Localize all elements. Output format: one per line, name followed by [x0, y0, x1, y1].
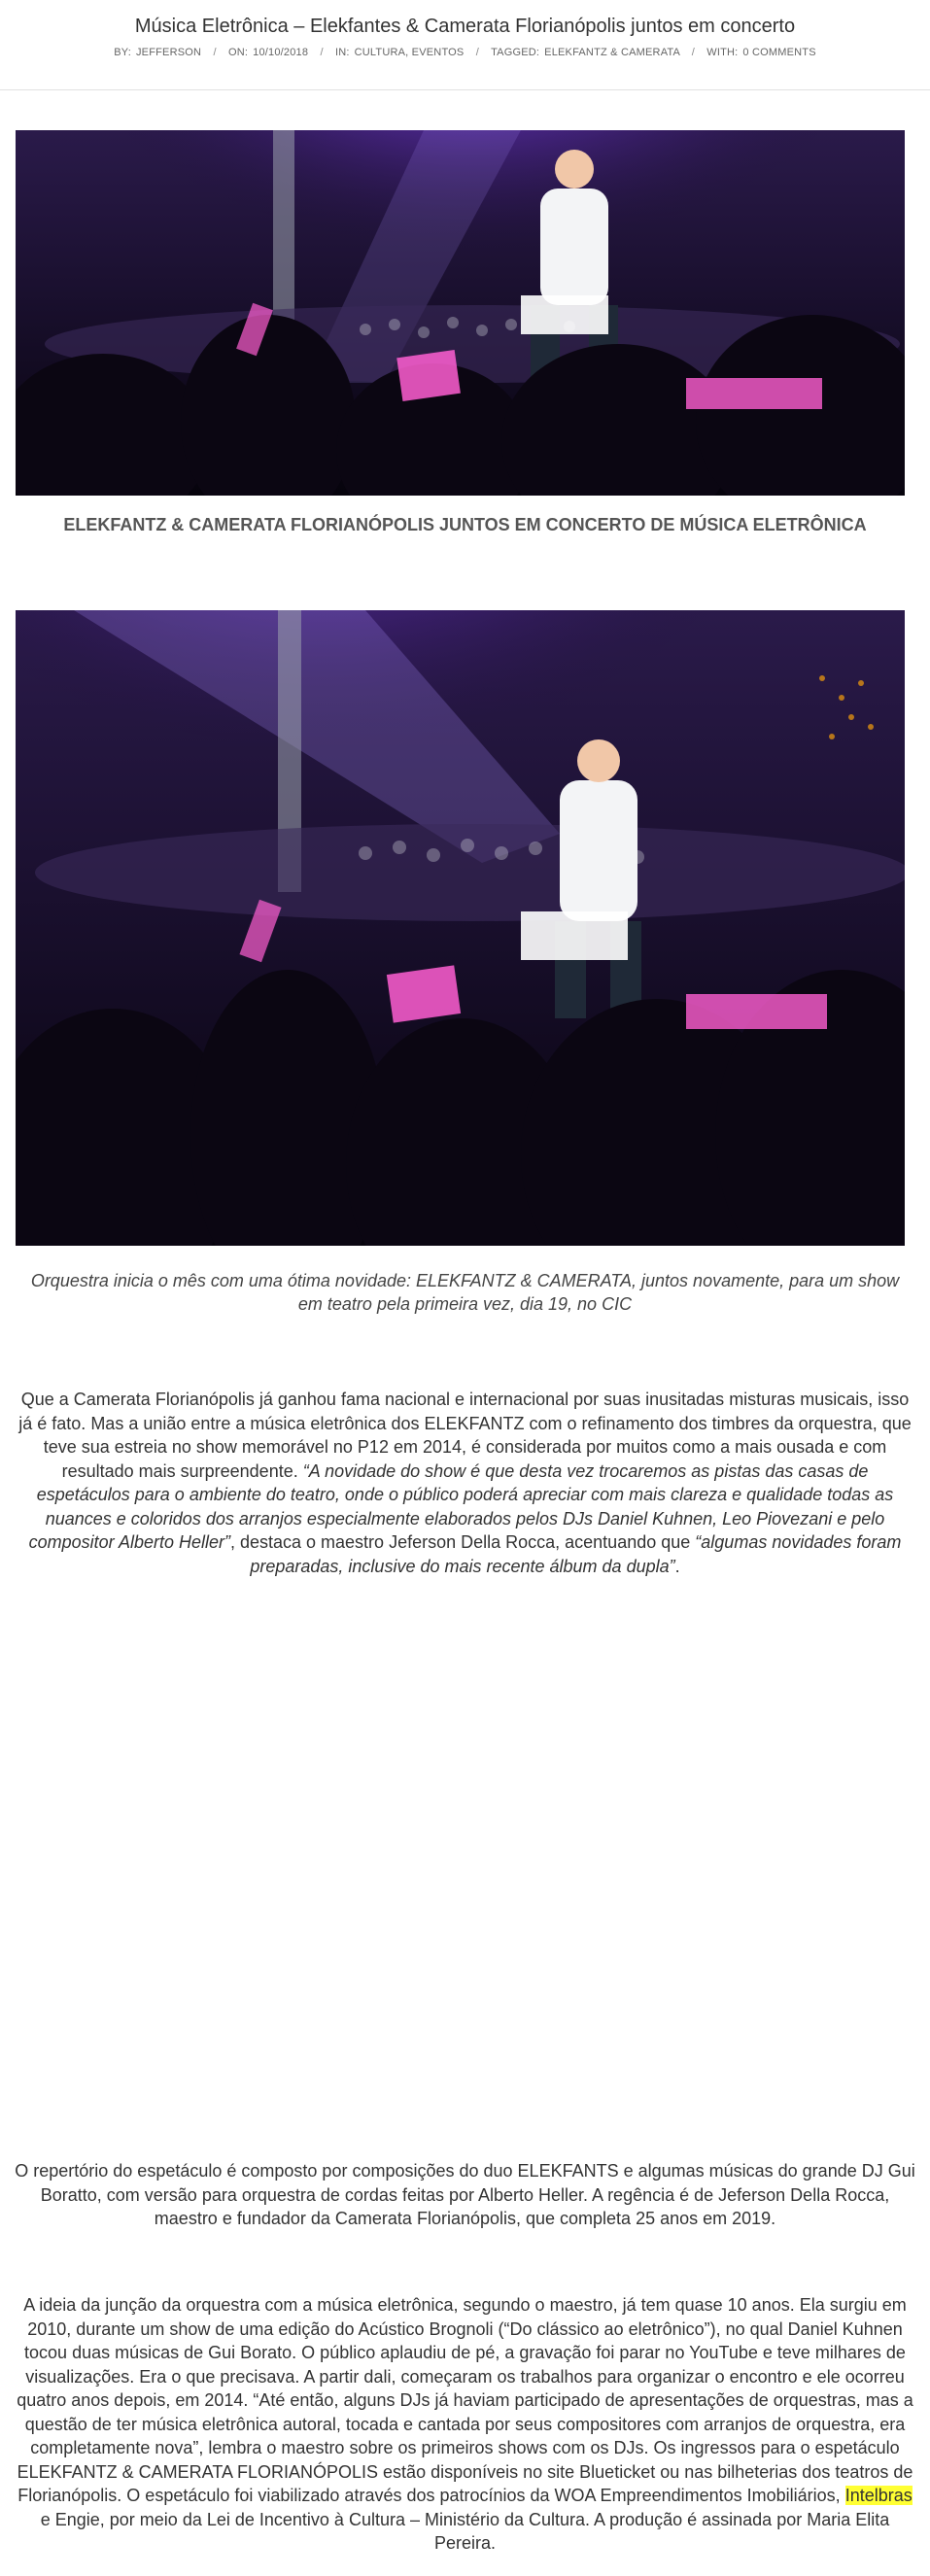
meta-author-link[interactable]: JEFFERSON — [135, 47, 202, 58]
meta-date: 10/10/2018 — [253, 47, 309, 58]
meta-separator: / — [213, 47, 217, 58]
meta-tags-link[interactable]: ELEKFANTZ & CAMERATA — [544, 47, 680, 58]
post-header — [0, 0, 930, 90]
concert-photo-graphic — [16, 130, 905, 496]
paragraph-text: , destaca o maestro Jeferson Della Rocca, acentuando que — [229, 1532, 691, 1552]
paragraph-text: . — [674, 1556, 680, 1576]
post-meta — [0, 47, 930, 58]
image-heading: ELEKFANTZ & CAMERATA FLORIANÓPOLIS JUNTOS EM CONCERTO DE MÚSICA ELETRÔNICA — [63, 515, 867, 534]
body-paragraph — [14, 2293, 916, 2556]
meta-comments-link[interactable]: 0 COMMENTS — [742, 47, 816, 58]
paragraph-text: e Engie, por meio da Lei de Incentivo à Cultura – Ministério da Cultura. A produção é assinada por Maria Elita Pereira. — [40, 2509, 890, 2553]
body-paragraph — [14, 1388, 916, 1578]
concert-photo — [16, 130, 905, 496]
meta-categories-link[interactable]: CULTURA, EVENTOS — [354, 47, 465, 58]
image-caption: Orquestra inicia o mês com uma ótima novidade: ELEKFANTZ & CAMERATA, juntos novamente, para um show em teatro pela primeira vez, dia 19, no CIC — [30, 1271, 900, 1314]
quote: “algumas novidades foram preparadas, inclusive do mais recente álbum da dupla” — [250, 1532, 902, 1576]
post-title: Música Eletrônica – Elekfantes & Camerata Florianópolis juntos em concerto — [134, 16, 796, 37]
meta-tagged-label: TAGGED: — [491, 47, 540, 58]
meta-with-label: WITH: — [706, 47, 739, 58]
quote: “A novidade do show é que desta vez trocaremos as pistas das casas de espetáculos para o ambiente do teatro, onde o público poderá apreciar com mais clareza e qualidade todas as nuances e coloridos dos arranjos especialmente elaborados pelos DJs Daniel Kuhnen, Leo Piovezani e pelo compositor Alberto Heller” — [28, 1460, 894, 1552]
meta-separator: / — [691, 47, 695, 58]
meta-in-label: IN: — [334, 47, 350, 58]
paragraph-text: Que a Camerata Florianópolis já ganhou fama nacional e internacional por suas inusitadas misturas musicais, isso já é fato. Mas a união entre a música eletrônica dos ELEKFANTZ com o refinamento dos timbres da orquestra, que teve sua estreia no show memorável no P12 em 2014, é considerada por muitos como a mais ousada e com resultado mais surpreendente. — [18, 1390, 912, 1481]
paragraph-text: A ideia da junção da orquestra com a música eletrônica, segundo o maestro, já tem quase 10 anos. Ela surgiu em 2010, durante um show de uma edição do Acústico Brognoli (“Do clássico ao eletrônico”), no qual Daniel Kuhnen tocou duas músicas de Gui Borato. O público aplaudiu de pé, a gravação foi parar no YouTube e teve milhares de visualizações. Era o que precisava. A partir dali, começaram os trabalhos para organizar o encontro e ele ocorreu quatro anos depois, em 2014. “Até então, alguns DJs já haviam participado de apresentações de orquestras, mas a questão de ter música eletrônica autoral, tocada e cantada por seus compositores com arranjos de orquestra, era completamente nova”, lembra o maestro sobre os primeiros shows com os DJs. Os ingressos para o espetáculo ELEKFANTZ & CAMERATA FLORIANÓPOLIS estão disponíveis no site Blueticket ou nas bilheterias dos teatros de Florianópolis. O espetáculo foi viabilizado através dos patrocínios da WOA Empreendimentos Imobiliários, — [17, 2295, 913, 2505]
meta-separator: / — [320, 47, 324, 58]
concert-photo-graphic — [16, 610, 905, 1246]
meta-on-label: ON: — [227, 47, 249, 58]
meta-separator: / — [475, 47, 479, 58]
concert-photo — [16, 610, 905, 1246]
meta-by-label: BY: — [114, 47, 131, 58]
highlighted-sponsor-link[interactable]: Intelbras — [844, 2486, 913, 2505]
body-paragraph: O repertório do espetáculo é composto por composições do duo ELEKFANTS e algumas músicas do grande DJ Gui Boratto, com versão para orquestra de cordas feitas por Alberto Heller. A regência é de Jeferson Della Rocca, maestro e fundador da Camerata Florianópolis, que completa 25 anos em 2019. — [15, 2161, 915, 2228]
